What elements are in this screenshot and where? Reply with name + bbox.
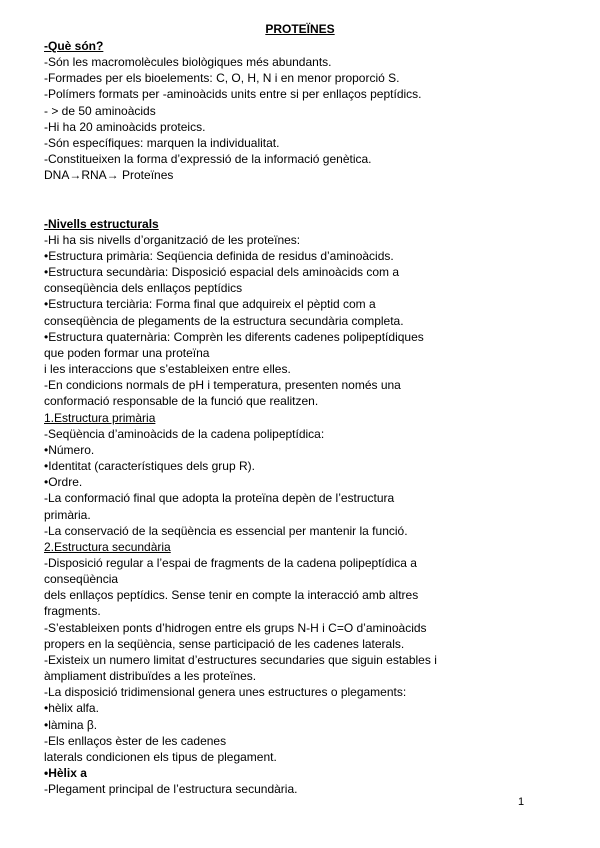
blank-line xyxy=(44,200,564,216)
text-line: -En condicions normals de pH i temperatura, presenten només una xyxy=(44,378,401,393)
text-line: -Disposició regular a l’espai de fragments de la cadena polipeptídica a xyxy=(44,555,417,570)
text-line: -Hi ha 20 aminoàcids proteics. xyxy=(44,119,206,134)
text-line: -La disposició tridimensional genera unes estructures o plegaments: xyxy=(44,685,407,700)
text-line: •Identitat (característiques dels grup R). xyxy=(44,459,255,474)
text-line: que poden formar una proteïna xyxy=(44,345,210,360)
text-line: DNA→RNA→ Proteïnes xyxy=(44,168,174,183)
subsection-heading: 1.Estructura primària xyxy=(44,410,156,425)
text-line: •Estructura quaternària: Comprèn les diferents cadenes polipeptídiques xyxy=(44,329,424,344)
bold-heading: •Hèlix a xyxy=(44,766,87,780)
text-line: •Número. xyxy=(44,442,95,457)
text-line: laterals condicionen els tipus de plegament. xyxy=(44,749,277,764)
text-line: -Constitueixen la forma d’expressió de la informació genètica. xyxy=(44,152,372,167)
text-line: i les interaccions que s’estableixen entre elles. xyxy=(44,362,291,377)
text-line: •Estructura primària: Seqüencia definida de residus d’aminoàcids. xyxy=(44,249,394,263)
text-line: conseqüència de plegaments de la estructura secundària completa. xyxy=(44,313,404,328)
page-number: 1 xyxy=(518,796,525,808)
text-line: -Seqüència d’aminoàcids de la cadena polipeptídica: xyxy=(44,426,325,441)
text-line: •hèlix alfa. xyxy=(44,701,99,716)
subsection-heading: 2.Estructura secundària xyxy=(44,539,171,554)
text-line: -Són específiques: marquen la individualitat. xyxy=(44,135,280,150)
blank-line xyxy=(44,183,564,199)
text-line: •Ordre. xyxy=(44,475,83,490)
text-line: -Hi ha sis nivells d’organització de les proteïnes: xyxy=(44,232,301,247)
text-line: -Plegament principal de l’estructura secundària. xyxy=(44,782,298,797)
text-line: •Estructura terciària: Forma final que adquireix el pèptid com a xyxy=(44,297,376,312)
text-line: -Existeix un numero limitat d’estructures secundaries que siguin estables i xyxy=(44,652,437,667)
text-line: -Polímers formats per -aminoàcids units entre si per enllaços peptídics. xyxy=(44,87,422,102)
text-line: propers en la seqüència, sense participació de les cadenes laterals. xyxy=(44,636,405,651)
text-line: - > de 50 aminoàcids xyxy=(44,103,156,118)
text-line: -S’estableixen ponts d’hidrogen entre els grups N-H i C=O d’aminoàcids xyxy=(44,620,427,635)
text-line: •Estructura secundària: Disposició espacial dels aminoàcids com a xyxy=(44,265,400,280)
text-line: conformació responsable de la funció que realitzen. xyxy=(44,394,319,409)
text-line: fragments. xyxy=(44,604,101,619)
page-title: PROTEÏNES xyxy=(265,22,335,36)
text-line: -Els enllaços èster de les cadenes xyxy=(44,733,227,748)
text-line: conseqüència dels enllaços peptídics xyxy=(44,281,243,296)
section-heading: -Què són? xyxy=(44,39,104,53)
document-body xyxy=(44,38,564,797)
text-line: dels enllaços peptídics. Sense tenir en compte la interacció amb altres xyxy=(44,588,419,603)
text-line: -Són les macromolècules biològiques més abundants. xyxy=(44,55,332,70)
section-heading: -Nivells estructurals xyxy=(44,216,159,231)
text-line: -La conformació final que adopta la proteïna depèn de l’estructura xyxy=(44,491,395,506)
text-line: primària. xyxy=(44,507,91,522)
text-line: conseqüència xyxy=(44,572,119,587)
text-line: •làmina β. xyxy=(44,717,98,732)
text-line: -La conservació de la seqüència es essencial per mantenir la funció. xyxy=(44,523,408,538)
text-line: -Formades per els bioelements: C, O, H, N i en menor proporció S. xyxy=(44,71,400,86)
text-line: àmpliament distribuïdes a les proteïnes. xyxy=(44,669,257,684)
